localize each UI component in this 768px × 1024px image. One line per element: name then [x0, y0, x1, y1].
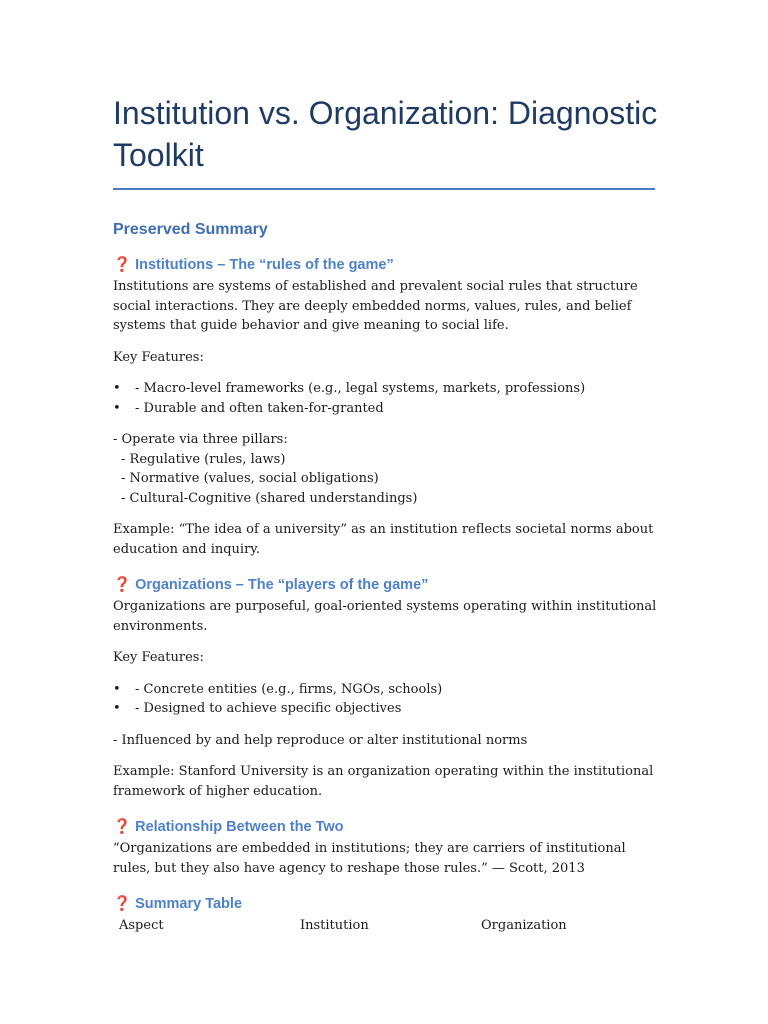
- organizations-intro: Organizations are purposeful, goal-oriented systems operating within institutional environments.: [113, 599, 657, 634]
- institutions-heading-text: Institutions – The “rules of the game”: [135, 257, 394, 273]
- summary-table: [113, 914, 656, 937]
- relationship-heading: [113, 818, 658, 835]
- list-item-text: - Designed to achieve specific objectives: [135, 701, 402, 716]
- column-header-institution: Institution: [300, 918, 369, 933]
- title-underline: [113, 188, 655, 190]
- relationship-heading-text: Relationship Between the Two: [135, 819, 344, 835]
- bullet-icon: •: [113, 400, 121, 416]
- list-item-text: - Durable and often taken-for-granted: [135, 400, 384, 416]
- table-header-row: [113, 914, 656, 937]
- summary-table-heading: [113, 895, 658, 912]
- emoji-placeholder-icon: ❓: [113, 896, 132, 912]
- institutions-intro: Institutions are systems of established and prevalent social rules that structure social interactions. They are deeply embedded norms, values, rules, and belief systems that guide behavior and give meaning to social life.: [113, 279, 638, 333]
- list-item-text: - Macro-level frameworks (e.g., legal systems, markets, professions): [135, 381, 586, 396]
- list-item: [113, 699, 658, 719]
- document-title: Institution vs. Organization: Diagnostic Toolkit: [113, 95, 658, 173]
- list-item: [113, 680, 658, 700]
- institutions-heading: [113, 256, 658, 273]
- institutions-example: Example: “The idea of a university” as an institution reflects societal norms about education and inquiry.: [113, 522, 654, 557]
- pillar-item: - Normative (values, social obligations): [121, 471, 379, 486]
- organizations-key-features-label: Key Features:: [113, 650, 204, 665]
- bullet-icon: •: [113, 701, 121, 716]
- organizations-heading: [113, 576, 658, 593]
- pillar-item: - Regulative (rules, laws): [121, 451, 286, 467]
- list-item: [113, 399, 658, 419]
- institutions-key-features-label: Key Features:: [113, 349, 204, 365]
- document-content: [113, 92, 658, 937]
- emoji-placeholder-icon: ❓: [113, 577, 132, 593]
- column-header-aspect: Aspect: [119, 918, 164, 933]
- section-heading: Preserved Summary: [113, 221, 268, 238]
- emoji-placeholder-icon: ❓: [113, 819, 132, 835]
- pillar-item: - Cultural-Cognitive (shared understandings): [121, 490, 418, 506]
- organizations-heading-text: Organizations – The “players of the game”: [135, 577, 429, 593]
- list-item-text: - Concrete entities (e.g., firms, NGOs, schools): [135, 681, 443, 697]
- column-header-organization: Organization: [481, 918, 567, 933]
- organizations-example: Example: Stanford University is an organization operating within the institutional framework of higher education.: [113, 764, 654, 799]
- pillars-intro: - Operate via three pillars:: [113, 432, 288, 447]
- organizations-bullet-list: [113, 680, 658, 719]
- bullet-icon: •: [113, 381, 121, 396]
- institutions-bullet-list: [113, 379, 658, 418]
- list-item: [113, 379, 658, 399]
- relationship-quote: “Organizations are embedded in institutions; they are carriers of institutional rules, but they also have agency to reshape those rules.” — Scott, 2013: [113, 841, 626, 876]
- organizations-extra: - Influenced by and help reproduce or alter institutional norms: [113, 732, 528, 748]
- bullet-icon: •: [113, 681, 121, 697]
- summary-table-heading-text: Summary Table: [135, 896, 243, 912]
- pillars-block: [113, 430, 658, 508]
- emoji-placeholder-icon: ❓: [113, 257, 132, 273]
